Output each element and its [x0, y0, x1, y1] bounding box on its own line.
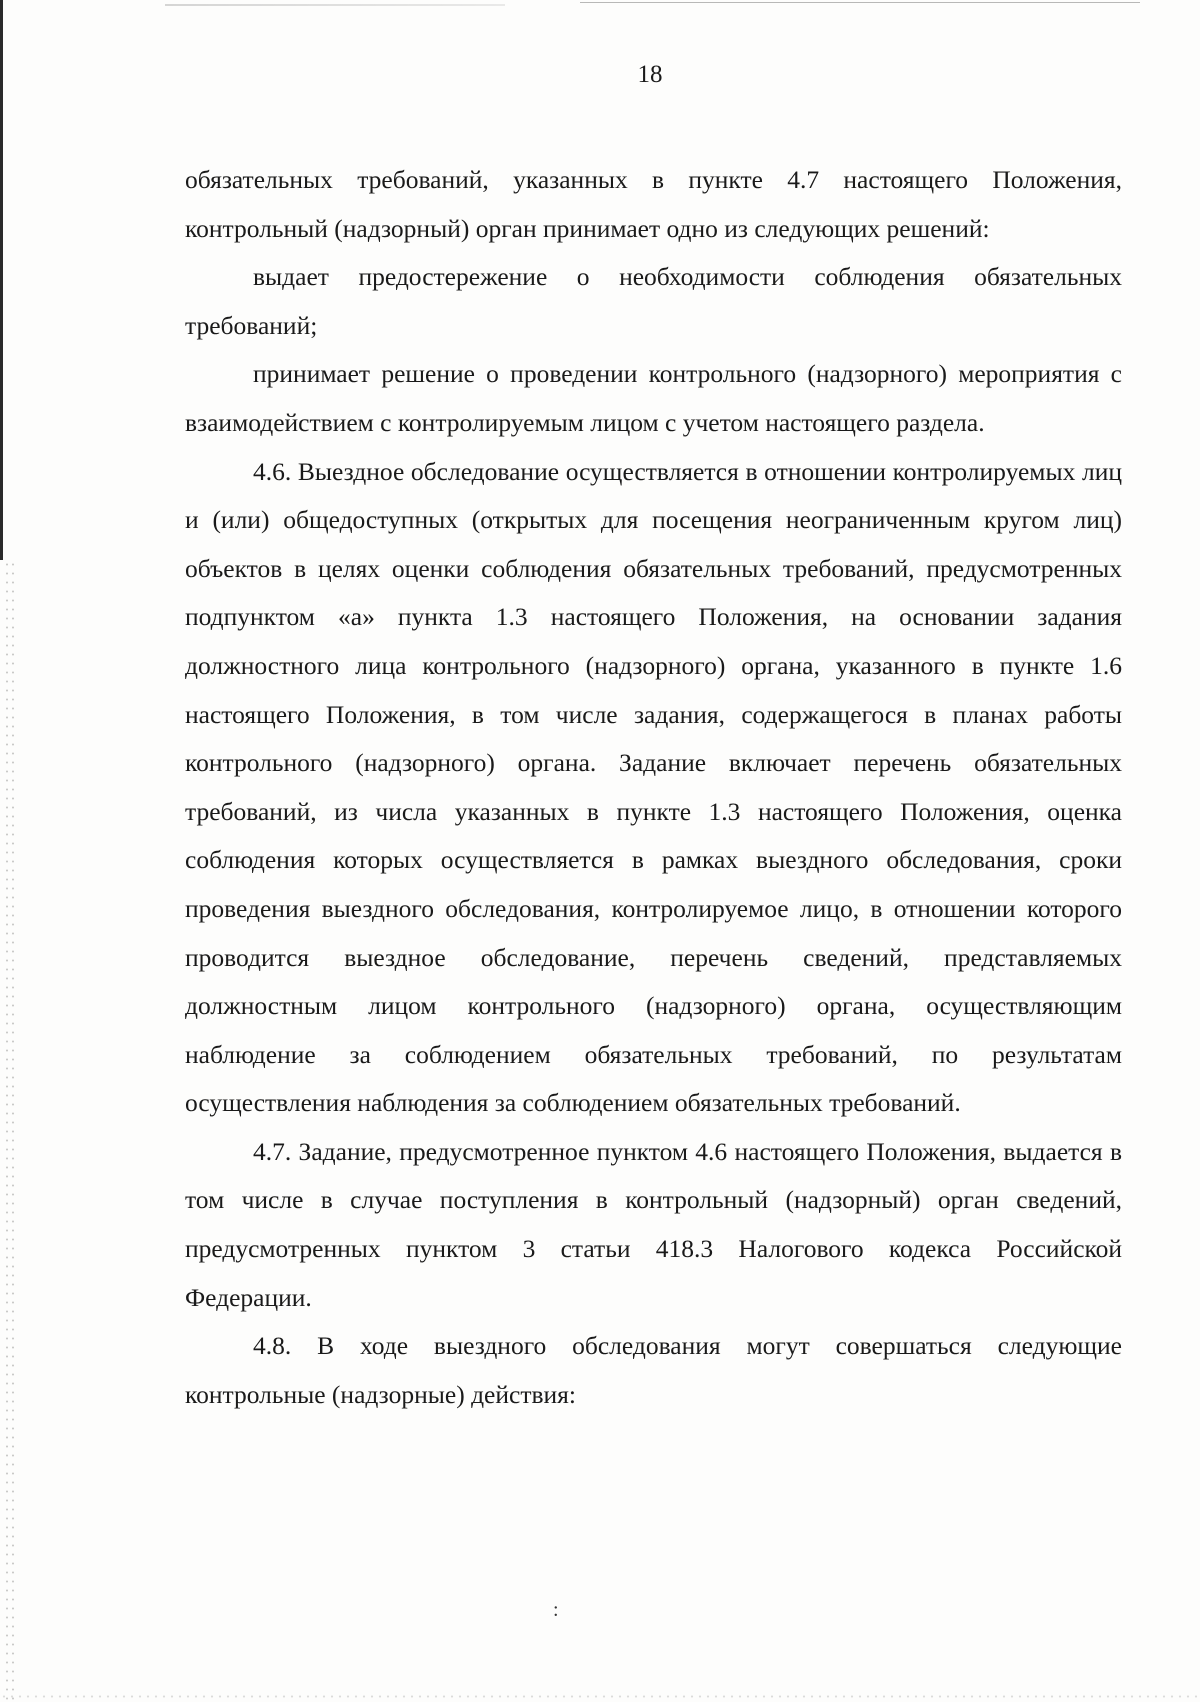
- paragraph-4-8: 4.8. В ходе выездного обследования могут совершаться следующие контрольные (надзорные) действия:: [185, 1331, 1122, 1409]
- stray-scan-mark: :: [553, 1599, 559, 1621]
- paragraph-4-6: 4.6. Выездное обследование осуществляется в отношении контролируемых лиц и (или) общедоступных (открытых для посещения неограниченным кругом лиц) объектов в целях оценки соблюдения обязательных требований, предусмотренных подпунктом «а» пункта 1.3 настоящего Положения, на основании задания должностного лица контрольного (надзорного) органа, указанного в пункте 1.6 настоящего Положения, в том числе задания, содержащегося в планах работы контрольного (надзорного) органа. Задание включает перечень обязательных требований, из числа указанных в пункте 1.3 настоящего Положения, оценка соблюдения которых осуществляется в рамках выездного обследования, сроки проведения выездного обследования, контролируемое лицо, в отношении которого проводится выездное обследование, перечень сведений, представляемых должностным лицом контрольного (надзорного) органа, осуществляющим наблюдение за соблюдением обязательных требований, по результатам осуществления наблюдения за соблюдением обязательных требований.: [185, 456, 1122, 1118]
- scan-top-line-artifact: [580, 2, 1140, 3]
- scan-top-artifact: [165, 4, 505, 6]
- paragraph-option-inspection: принимает решение о проведении контрольного (надзорного) мероприятия с взаимодействием с контролируемым лицом с учетом настоящего раздела.: [185, 359, 1122, 437]
- paragraph-option-warning: выдает предостережение о необходимости соблюдения обязательных требований;: [185, 262, 1122, 340]
- scan-noise-artifact: [4, 560, 14, 1700]
- paragraph-continuation: обязательных требований, указанных в пункте 4.7 настоящего Положения, контрольный (надзорный) орган принимает одно из следующих решений:: [185, 165, 1122, 243]
- scan-bottom-artifact: [0, 1694, 1200, 1700]
- document-body: [185, 156, 1122, 1419]
- paragraph-4-7: 4.7. Задание, предусмотренное пунктом 4.6 настоящего Положения, выдается в том числе в случае поступления в контрольный (надзорный) орган сведений, предусмотренных пунктом 3 статьи 418.3 Налогового кодекса Российской Федерации.: [185, 1136, 1122, 1312]
- page-number: 18: [637, 61, 663, 88]
